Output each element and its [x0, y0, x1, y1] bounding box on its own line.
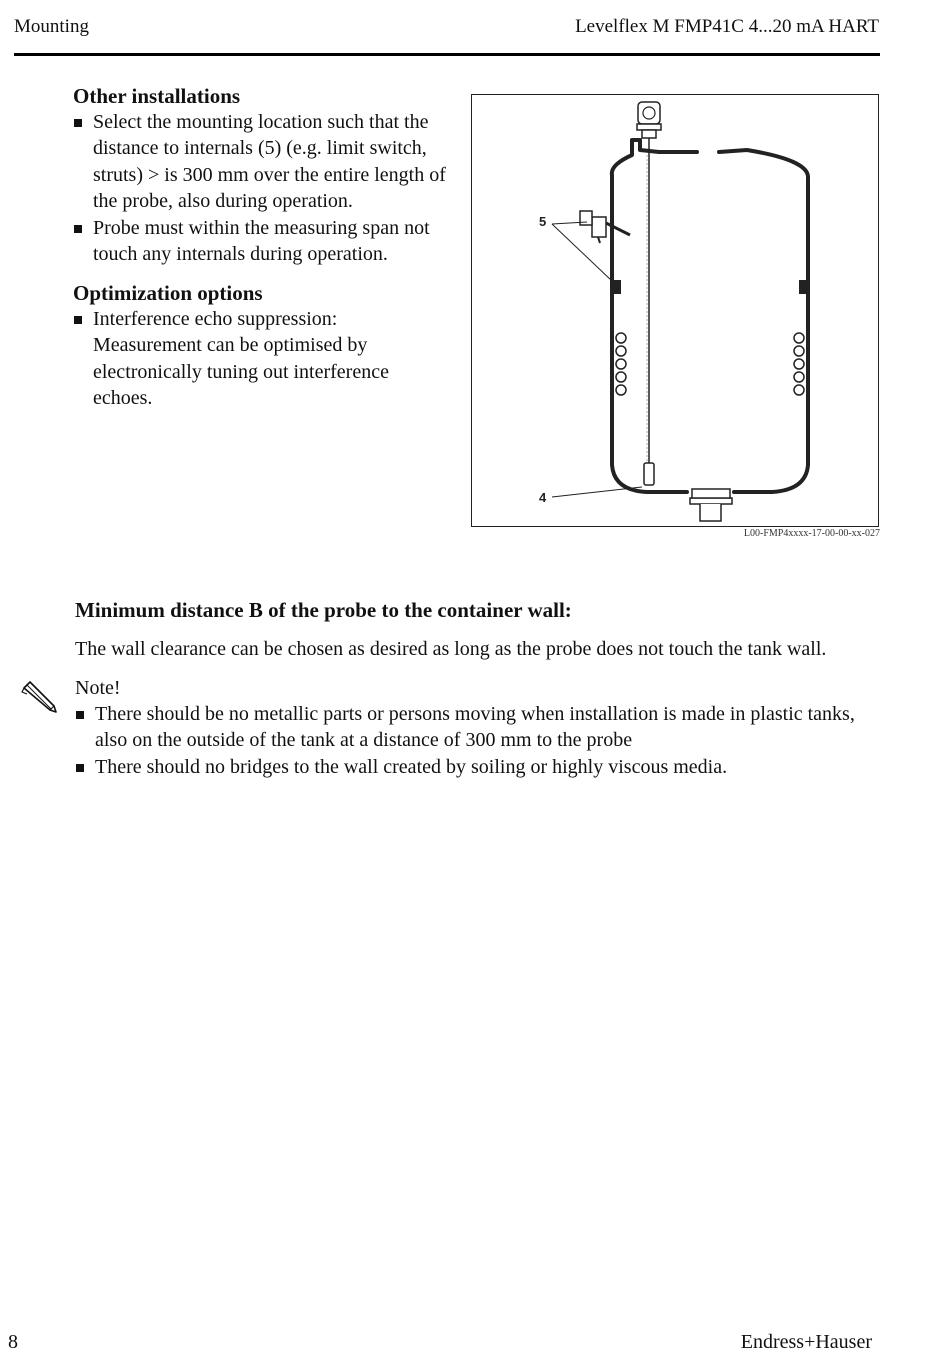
optimization-block [73, 280, 458, 412]
other-installations-block [73, 83, 458, 267]
tank-figure [471, 94, 879, 527]
list-item: There should no bridges to the wall created by soiling or highly viscous media. [75, 754, 887, 780]
other-installations-list [73, 109, 458, 267]
bullet-square-icon [74, 316, 82, 324]
bullet-square-icon [74, 119, 82, 127]
optimization-list [73, 306, 458, 412]
list-item: There should be no metallic parts or persons moving when installation is made in plastic tanks, also on the outside of the tank at a distance of 300 mm to the probe [75, 701, 887, 754]
other-installations-heading: Other installations [73, 84, 241, 108]
bullet-square-icon [76, 764, 84, 772]
figure-label-4: 4 [539, 490, 547, 505]
note-title: Note! [75, 677, 121, 699]
figure-caption: L00-FMP4xxxx-17-00-00-xx-027 [743, 528, 880, 539]
bullet-square-icon [74, 225, 82, 233]
optimization-heading: Optimization options [73, 281, 263, 305]
list-item: Select the mounting location such that the distance to internals (5) (e.g. limit switch, struts) > is 300 mm over the entire length of the probe, also during operation. [73, 109, 458, 215]
min-distance-heading: Minimum distance B of the probe to the container wall: [75, 598, 572, 622]
footer-brand: Endress+Hauser [740, 1331, 872, 1353]
figure-label-5: 5 [539, 214, 547, 229]
page-number: 8 [8, 1331, 18, 1353]
list-item: Interference echo suppression: Measurement can be optimised by electronically tuning out interference echoes. [73, 306, 408, 412]
header-rule [14, 53, 880, 56]
header-product: Levelflex M FMP41C 4...20 mA HART [575, 16, 879, 37]
tank-illustration [472, 95, 878, 526]
min-distance-text: The wall clearance can be chosen as desired as long as the probe does not touch the tank wall. [75, 638, 827, 660]
bullet-square-icon [76, 711, 84, 719]
pencil-icon [20, 676, 60, 716]
list-item: Probe must within the measuring span not touch any internals during operation. [73, 215, 458, 268]
header-section: Mounting [14, 16, 89, 37]
note-list [75, 701, 887, 780]
